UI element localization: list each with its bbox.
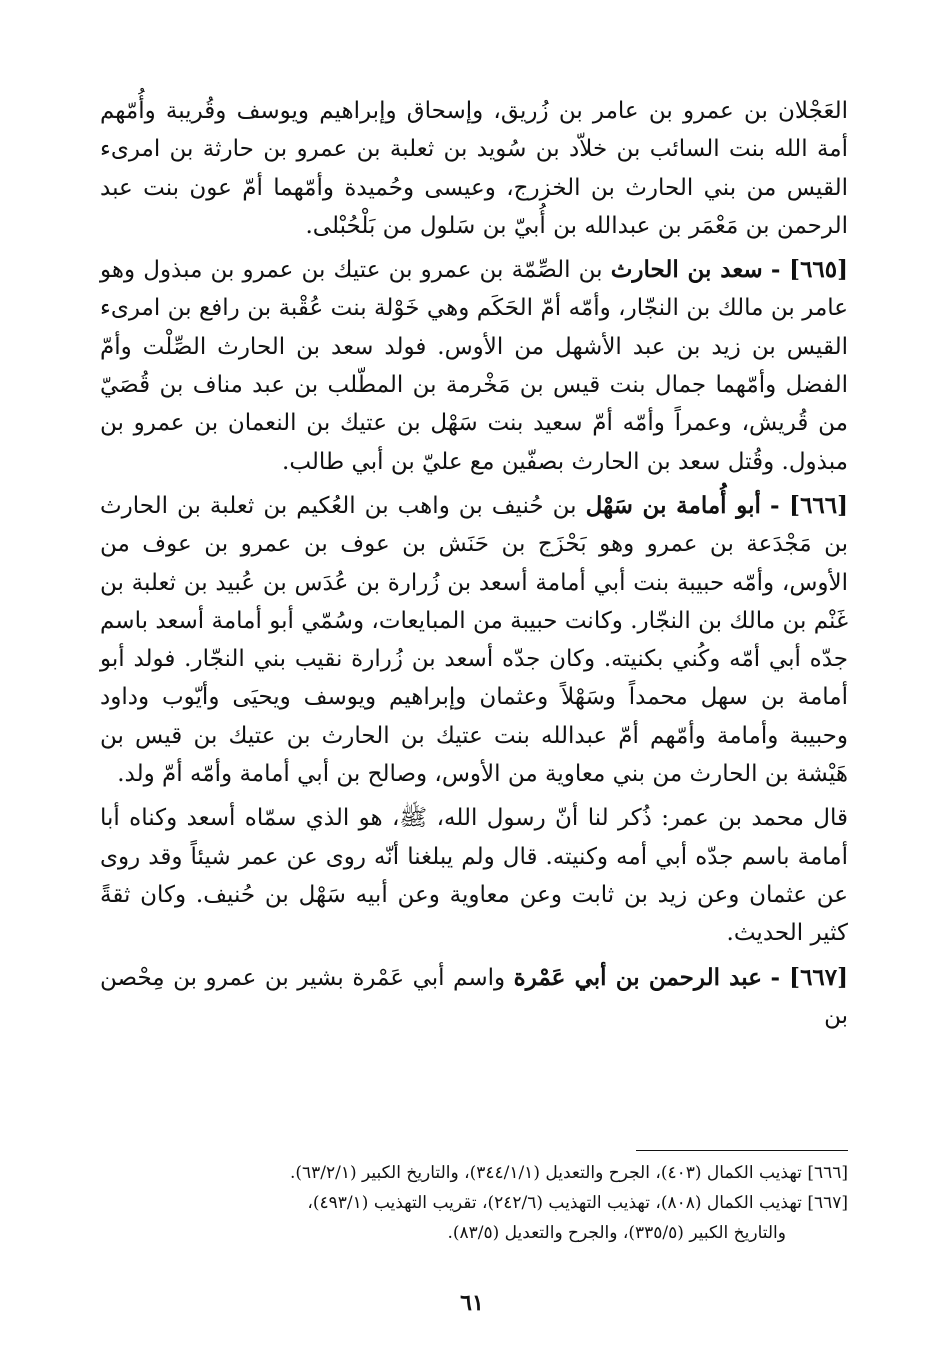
- footnote-number: [٦٦٧]: [807, 1193, 848, 1213]
- footnote-number: [٦٦٦]: [807, 1163, 848, 1183]
- text-line: بن الصِّمّة بن عمرو بن عتيك بن عمرو بن مبذول وهو: [100, 257, 603, 284]
- entry-666-paragraph: [100, 487, 848, 793]
- footnote-667: [100, 1188, 848, 1218]
- quote-paragraph: [100, 799, 848, 952]
- text-line: سعد بن الحارث بصفّين مع عليّ بن أبي طالب.: [282, 448, 721, 475]
- footnote-divider: [636, 1150, 848, 1151]
- text-line: مَجْدَعة بن عمرو وهو بَحْزَج بن حَنَش بن عوف بن عمرو بن عوف من الأوس، وأمّه: [100, 531, 849, 596]
- text-line: قال محمد بن عمر: ذُكر لنا أنّ رسول الله، ﷺ، هو الذي سمّاه أسعد وكناه أبا: [100, 805, 848, 832]
- text-line: عامر بن مالك بن النجّار، وأمّه أمّ الحَكَم وهي خَوْلة بنت عُقْبة بن رافع بن امرىء: [100, 295, 848, 322]
- text-line: الحديث.: [726, 920, 804, 947]
- footnote-667-continued: [100, 1218, 848, 1248]
- footnote-666: [100, 1158, 848, 1188]
- entry-667-paragraph: [100, 959, 848, 1036]
- text-line: الأوس، وصالح بن أبي أمامة وأمّه أمّ ولد.: [117, 761, 501, 788]
- entry-number: [٦٦٥] -: [770, 256, 849, 284]
- footnote-text: والتاريخ الكبير (٣٣٥/٥)، والجرح والتعديل (٨٣/٥).: [447, 1223, 786, 1243]
- page-number: ٦١: [460, 1290, 484, 1316]
- text-line: القيس بن زيد بن عبد الأشهل من الأوس. فولد سعد بن الحارث الصِّلْت وأمّ الفضل: [100, 333, 848, 399]
- paragraph-continuation: [100, 92, 848, 245]
- text-line: حبيبة بنت أبي أمامة أسعد بن زُرارة بن عُدَس بن عُبيد بن ثعلبة بن غَنْم بن مالك بن: [100, 569, 848, 634]
- entry-number: [٦٦٦] -: [769, 491, 849, 519]
- text-line: بن حُنيف بن واهب بن العُكيم بن ثعلبة بن الحارث بن: [100, 492, 848, 558]
- entry-name: عبد الرحمن بن أبي عَمْرة: [513, 963, 762, 991]
- text-line: واسم أبي عَمْرة بشير بن عمرو بن مِحْصن بن: [100, 964, 848, 1029]
- main-text: [100, 92, 848, 1035]
- text-line: وسَهْلاً وعثمان وإبراهيم ويوسف ويحيَى وأيّوب وداود وحبيبة وأمامة وأمّهم أمّ عبدالله: [100, 684, 848, 749]
- text-line: وأمّهما جمال بنت قيس بن مَخْرمة بن المطّلب بن عبد مناف بن قُصَيّ من قُريش،: [100, 372, 848, 437]
- text-line: وعمراً وأمّه أمّ سعيد بنت سَهْل بن عتيك بن النعمان بن عمرو بن مبذول. وقُتل: [100, 410, 848, 475]
- entry-name: سعد بن الحارث: [610, 256, 763, 284]
- text-line: بنت السائب بن خلاّد بن سُويد بن ثعلبة بن عمرو بن حارثة بن امرىء القيس من بني: [100, 136, 848, 201]
- text-line: الحارث بن الخزرج، وعيسى وحُميدة وأمّهما أمّ عون بنت عبد الرحمن بن مَعْمَر بن: [100, 174, 848, 239]
- text-line: عبدالله بن أُبيّ بن سَلول من بَلْحُبْلى.: [305, 212, 651, 239]
- footnotes: [100, 1158, 848, 1248]
- text-line: بنت عتيك بن الحارث بن عتيك بن قيس بن هَيْشة بن الحارث من بني معاوية من: [100, 722, 848, 788]
- text-line: بكنيته. وكان جدّه أسعد بن زُرارة نقيب بني النجّار. فولد أبو أمامة بن سهل محمداً: [100, 646, 848, 711]
- entry-number: [٦٦٧] -: [770, 963, 849, 991]
- entry-name: أبو أُمامة بن سَهْل: [585, 491, 761, 519]
- text-line: النجّار. وكانت حبيبة من المبايعات، وسُمّي أبو أمامة أسعد باسم جدّه أبي أمّه وكُني: [100, 607, 848, 673]
- footnote-text: تهذيب الكمال (٨٠٨)، تهذيب التهذيب (٢٤٢/٦)، تقريب التهذيب (٤٩٣/١)،: [307, 1193, 802, 1213]
- text-line: أمامة باسم جدّه أبي أمه وكنيته. قال ولم يبلغنا أنّه روى عن عمر شيئاً وقد روى عن: [100, 843, 848, 908]
- text-line: العَجْلان بن عمرو بن عامر بن زُريق، وإسحاق وإبراهيم ويوسف وقُريبة وأُمّهم أمة الله: [100, 98, 848, 163]
- entry-665-paragraph: [100, 251, 848, 481]
- footnote-text: تهذيب الكمال (٤٠٣)، الجرح والتعديل (٣٤٤/١/١)، والتاريخ الكبير (٦٣/٢/١).: [289, 1163, 802, 1183]
- text-line: عثمان وعن زيد بن ثابت وعن معاوية وعن أبيه سَهْل بن حُنيف. وكان ثقةً كثير: [100, 881, 848, 947]
